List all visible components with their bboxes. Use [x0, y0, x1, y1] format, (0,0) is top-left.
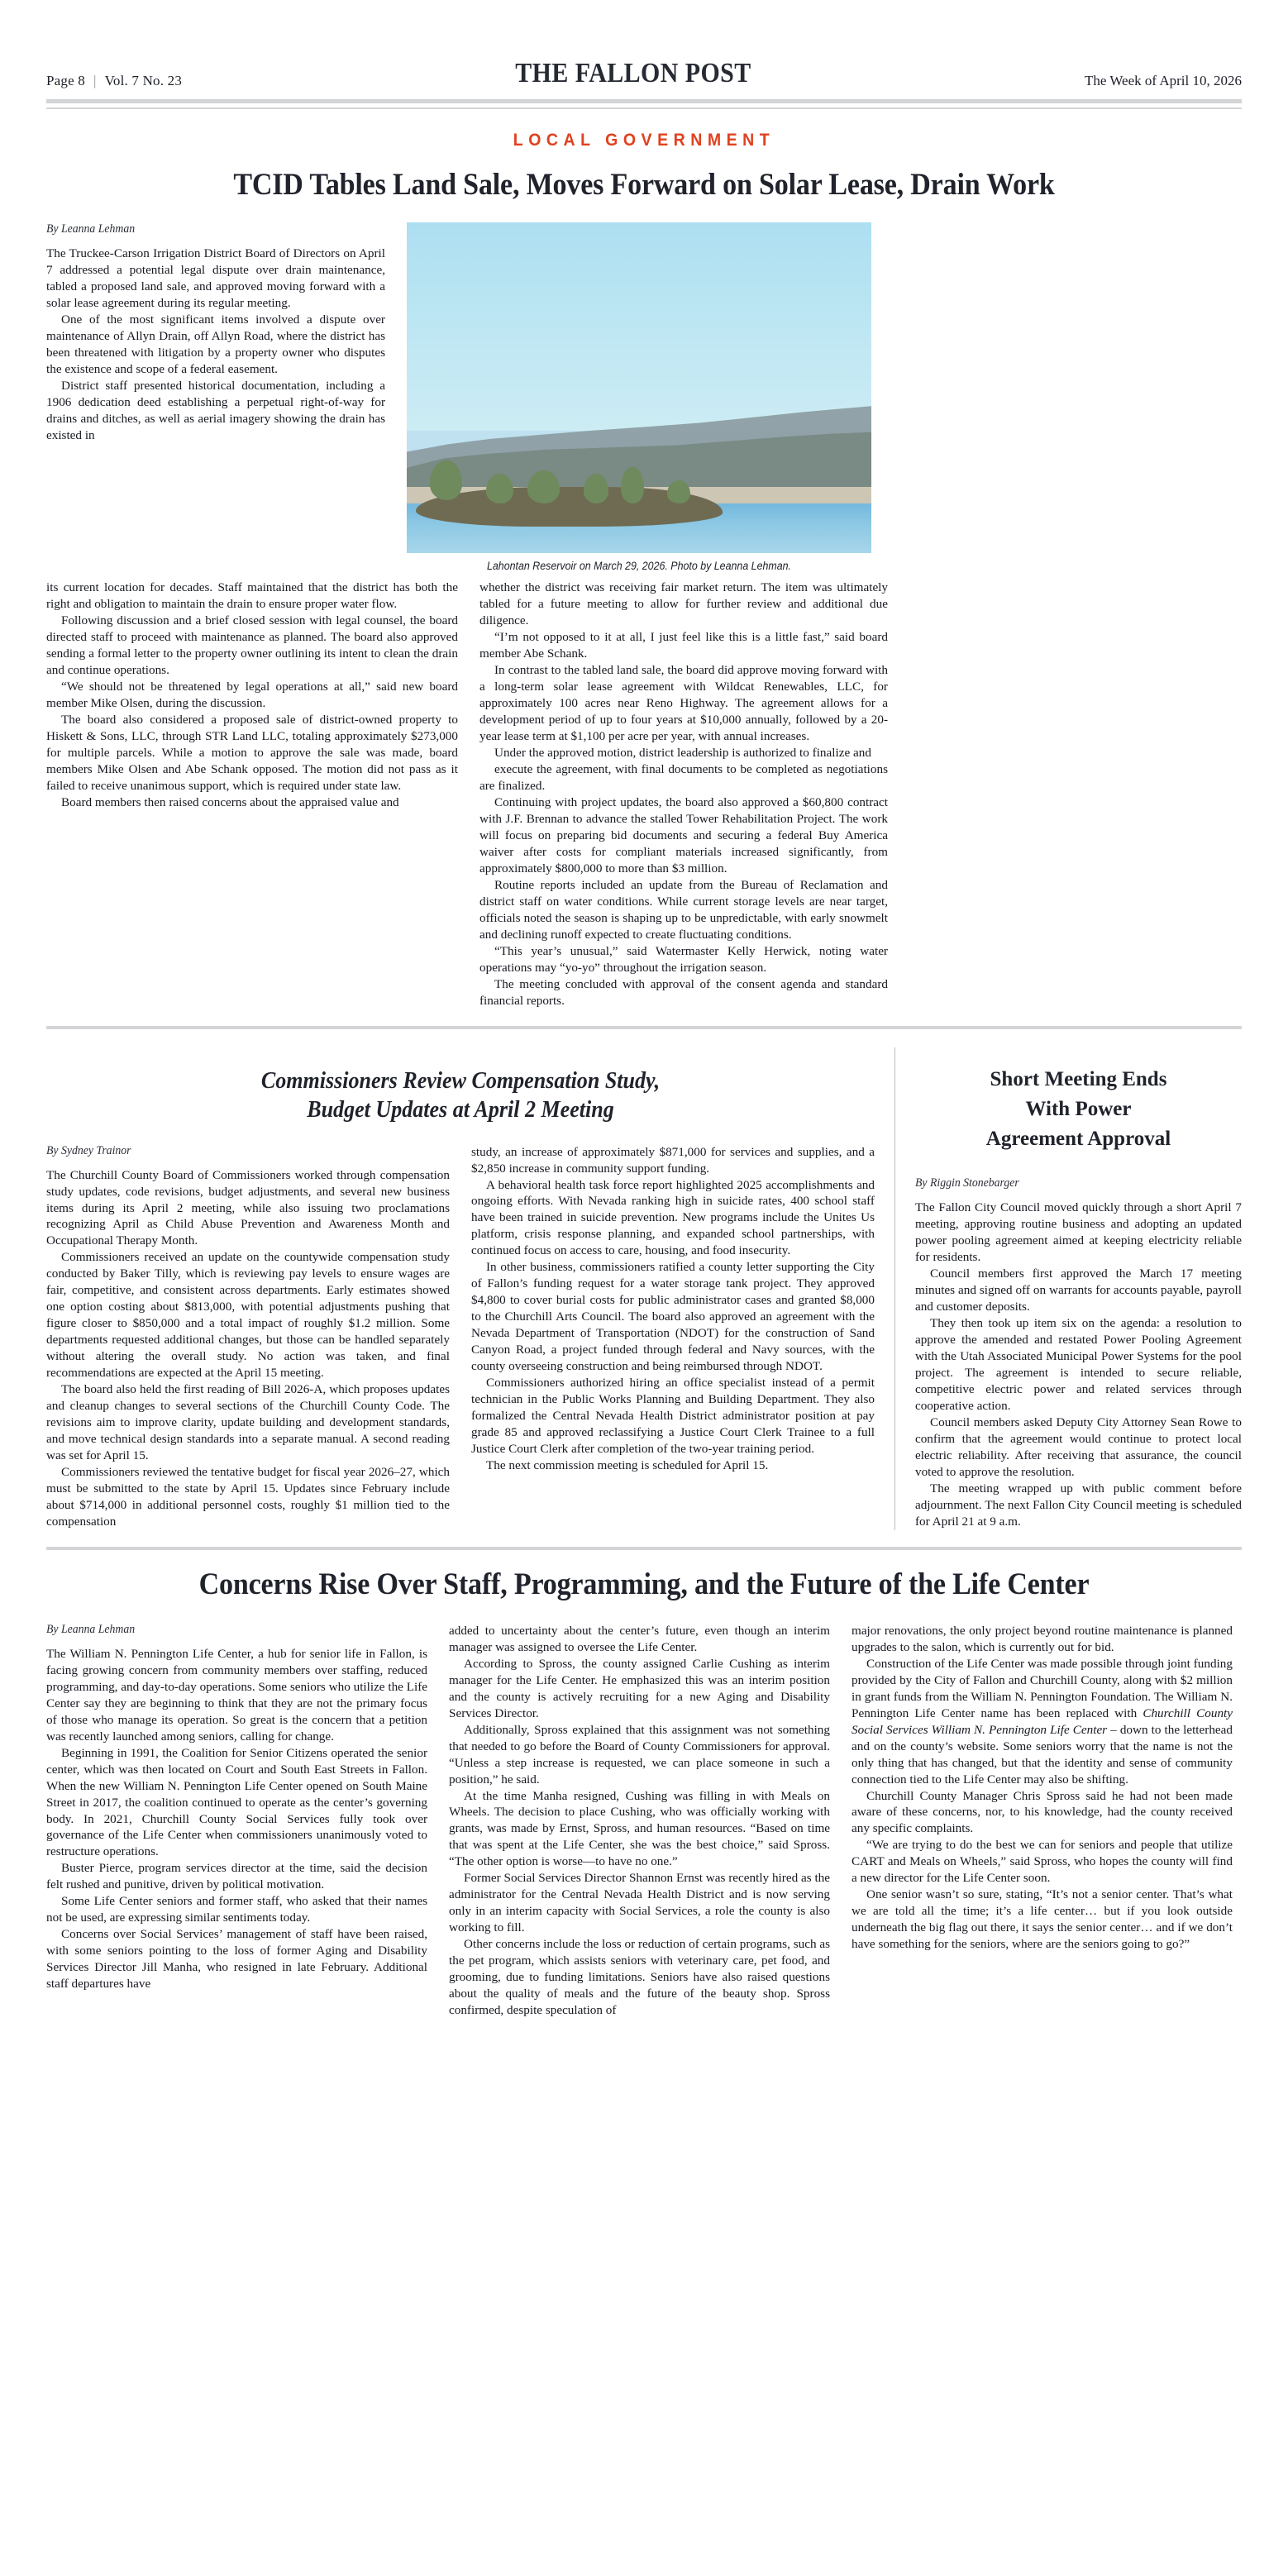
paragraph: added to uncertainty about the center’s future, even though an interim manager was assigned to oversee the Life Center. [449, 1623, 830, 1654]
issue-date: The Week of April 10, 2026 [1084, 73, 1242, 88]
paragraph: The meeting concluded with approval of the consent agenda and standard financial reports. [479, 977, 888, 1009]
photo-tree [430, 460, 462, 500]
masthead-rule-thick [46, 99, 1242, 103]
article-commissioners-column-2 [471, 1144, 875, 1531]
lahontan-reservoir-photo [407, 222, 871, 553]
paragraph: Beginning in 1991, the Coalition for Senior Citizens operated the senior center, which was then located on Court and South East Streets in Fallon. When the new William N. Pennington Life Center opened on South Maine Street in 2017, the coalition continued to operate as the center’s governing body. In 2021, Churchill County Social Services fully took over governance of the Life Center when commissioners unanimously voted to restructure operations. [46, 1745, 427, 1859]
headline-line: With Power [1025, 1098, 1132, 1121]
photo-tree [527, 470, 560, 503]
photo-tree [486, 474, 514, 503]
article-life-center-column-2 [449, 1623, 830, 2020]
paragraph: Other concerns include the loss or reduction of certain programs, such as the pet program, which assists seniors with veterinary care, pet food, and grooming, due to funding limitations. Seniors have also raised questions about the quality of meals and the future of the beauty shop. Spross confirmed, despite speculation of [449, 1937, 830, 2018]
article-commissioners-headline [75, 1066, 846, 1124]
section-kicker: LOCAL GOVERNMENT [513, 131, 775, 150]
masthead-rule-thin [46, 107, 1242, 109]
headline-line: Budget Updates at April 2 Meeting [307, 1097, 614, 1123]
paragraph: They then took up item six on the agenda: a resolution to approve the amended and restated Power Pooling Agreement with the Utah Associated Municipal Power Systems for the pool project. The agreement is intended to secure reliable, competitive electric power and related services through cooperative action. [914, 1316, 1242, 1414]
paragraph: “We should not be threatened by legal operations at all,” said new board member Mike Olsen, during the discussion. [46, 680, 458, 711]
paragraph: At the time Manha resigned, Cushing was filling in with Meals on Wheels. The decision to place Cushing, who was officially working with grants, was made by Ernst, Spross, and human resources. “Based on time that was spent at the Life Center, she was the best choice,” said Spross. “The other option is worse—to have no one.” [449, 1788, 830, 1869]
paragraph: Former Social Services Director Shannon Ernst was recently hired as the administrator for the Central Nevada Health District and is now serving only in an interim capacity with Social Services, a role the county is also working to fill. [449, 1871, 830, 1935]
article-commissioners-byline: By Sydney Trainor [46, 1143, 131, 1157]
paragraph: In contrast to the tabled land sale, the board did approve moving forward with a long-term solar lease agreement with Wildcat Renewables, LLC, for approximately 100 acres near Reno Highway. The agreement allows for a development period of up to four years at $10,000 annually, followed by a 20-year lease term at $1,100 per acre per year, with annual increases. [479, 663, 888, 744]
paragraph: study, an increase of approximately $871,000 for services and supplies, and a $2,850 increase in community support funding. [471, 1144, 875, 1176]
page-number: Page 8 [46, 73, 85, 88]
paragraph: Concerns over Social Services’ management of staff have been raised, with some seniors pointing to the loss of former Aging and Disability Services Director Jill Manha, who resigned in late February. Additional staff departures have [46, 1927, 427, 1992]
article-city-council [915, 1047, 1242, 1530]
paragraph: major renovations, the only project beyond routine maintenance is planned upgrades to the salon, which is currently out for bid. [852, 1623, 1233, 1654]
paragraph: One senior wasn’t so sure, stating, “It’s not a senior center. That’s what we are told all the time; it’s a life center… but if you look outside underneath the big flag out there, it says the senior center… and if we don’t have something for the seniors, where are the seniors going to go?” [852, 1887, 1233, 1952]
photo-tree [584, 474, 609, 503]
article-tcid-column-right [479, 580, 888, 1009]
paragraph: whether the district was receiving fair market return. The item was ultimately tabled for a future meeting to allow for further review and additional due diligence. [479, 580, 888, 628]
paragraph: Routine reports included an update from the Bureau of Reclamation and district staff on water conditions. While current storage levels are near target, officials noted the season is shaping up to be unpredictable, with early snowmelt and declining runoff expected to create fluctuating conditions. [479, 878, 888, 942]
paragraph: One of the most significant items involved a dispute over maintenance of Allyn Drain, off Allyn Road, where the district has been threatened with litigation by a property owner who disputes the existence and scope of a federal easement. [46, 312, 385, 377]
article-life-center-headline: Concerns Rise Over Staff, Programming, and the Future of the Life Center [198, 1567, 1090, 1602]
article-city-council-byline: By Riggin Stonebarger [914, 1176, 1019, 1190]
paragraph: The Churchill County Board of Commissioners worked through compensation study updates, code revisions, budget adjustments, and several new business items during its April 2 meeting, while also issuing two proclamations recognizing April as Child Abuse Prevention and Awareness Month and Occupational Therapy Month. [46, 1167, 450, 1248]
article-commissioners-column-1 [46, 1144, 450, 1531]
paragraph: Commissioners authorized hiring an office specialist instead of a permit technician in the Public Works Planning and Building Department. They also formalized the Central Nevada Health District administrator position at pay grade 85 and approved reclassifying a Justice Court Clerk Trainee to a full Justice Court Clerk after completion of the two-year training period. [471, 1376, 875, 1457]
paragraph: “We are trying to do the best we can for seniors and people that utilize CART and Meals on Wheels,” said Spross, who hopes the county will find a new director for the Life Center soon. [852, 1838, 1233, 1886]
paragraph: Council members asked Deputy City Attorney Sean Rowe to confirm that the agreement would continue to protect local electric reliability. After receiving that assurance, the council voted to approve the resolution. [914, 1415, 1242, 1480]
headline-line: Commissioners Review Compensation Study, [260, 1068, 661, 1095]
article-tcid-column-1 [46, 222, 385, 444]
paragraph: Under the approved motion, district leadership is authorized to finalize and [494, 746, 871, 761]
paragraph: The meeting wrapped up with public comment before adjournment. The next Fallon City Council meeting is scheduled for April 21 at 9 a.m. [914, 1481, 1242, 1529]
paragraph: The next commission meeting is scheduled for April 15. [486, 1458, 769, 1473]
paragraph: its current location for decades. Staff maintained that the district has both the right and obligation to maintain the drain to ensure proper water flow. [46, 580, 458, 612]
article-life-center-byline: By Leanna Lehman [46, 1622, 136, 1636]
article-life-center-column-3 [852, 1623, 1233, 2020]
folio-separator: | [93, 73, 97, 88]
paragraph: In other business, commissioners ratified a county letter supporting the City of Fallon’s funding request for a water storage tank project. They approved $4,800 to cover burial costs for public administrator cases and granted $8,000 to the Churchill Arts Council. The board also approved an agreement with the Nevada Department of Transportation (NDOT) for the construction of Sand Canyon Road, a project funded through federal and Navy sources, with the county overseeing construction and being reimbursed through NDOT. [471, 1260, 875, 1374]
middle-block [46, 1047, 1242, 1530]
paragraph: The board also considered a proposed sale of district-owned property to Hiskett & Sons, LLC, through STR Land LLC, totaling approximately $273,000 for multiple parcels. While a motion to approve the sale was made, board members Mike Olsen and Abe Schank opposed. The motion did not pass as it failed to receive unanimous support, which is required under state law. [46, 713, 458, 794]
paragraph: Following discussion and a brief closed session with legal counsel, the board directed staff to proceed with maintenance as planned. The board also approved sending a formal letter to the property owner outlining its intent to clean the drain and continue operations. [46, 613, 458, 678]
headline-line: Short Meeting Ends [990, 1067, 1167, 1090]
vertical-divider [894, 1047, 895, 1530]
article-life-center [46, 1568, 1242, 2019]
paragraph: The Truckee-Carson Irrigation District Board of Directors on April 7 addressed a potential legal dispute over drain maintenance, tabled a proposed land sale, and approved moving forward with a solar lease agreement during its regular meeting. [46, 246, 385, 311]
article-commissioners [46, 1047, 875, 1530]
photo-sky [407, 222, 871, 431]
article-tcid [46, 169, 1242, 1009]
volume-issue: Vol. 7 No. 23 [104, 73, 183, 88]
article-city-council-headline [915, 1065, 1242, 1155]
photo-tree [667, 480, 690, 503]
paragraph: Commissioners received an update on the countywide compensation study conducted by Baker Tilly, which is reviewing pay levels to ensure wages are fair, competitive, and consistent across departments. Early estimates showed one option costing about $813,000, with potential adjustments pushing that figure closer to $850,000 and a total impact of roughly $1.2 million. Some departments requested additional changes, but those can be handled separately without altering the overall study. No action was taken, and final recommendations are expected at the April 15 meeting. [46, 1250, 450, 1381]
paragraph: A behavioral health task force report highlighted 2025 accomplishments and ongoing efforts. With Nevada ranking high in suicide rates, 400 school staff have been trained in suicide prevention. New programs include the Unites Us platform, crisis response planning, and expanded school partnerships, with continued focus on access to care, housing, and food insecurity. [471, 1177, 875, 1258]
paragraph: The William N. Pennington Life Center, a hub for senior life in Fallon, is facing growing concern from community members over staffing, reduced programming, and day-to-day operations. Some seniors who utilize the Life Center say they are beginning to think that they are not the primary focus of those who manage its operation. So great is the concern that a petition was recently launched among seniors, calling for change. [46, 1646, 427, 1744]
paragraph: Continuing with project updates, the board also approved a $60,800 contract with J.F. Brennan to advance the stalled Tower Rehabilitation Project. The work will focus on preparing bid documents and securing a federal Buy America waiver after costs for compliant materials increased significantly, from approximately $800,000 to more than $3 million. [479, 795, 888, 876]
paragraph: Board members then raised concerns about the appraised value and [61, 795, 399, 810]
folio-left [46, 73, 182, 89]
paragraph: Buster Pierce, program services director at the time, said the decision felt rushed and punitive, driven by political motivation. [46, 1861, 427, 1892]
publication-title: THE FALLON POST [515, 58, 751, 88]
paragraph: The Fallon City Council moved quickly through a short April 7 meeting, approving routine business and adopting an updated power pooling agreement aimed at keeping electricity reliable for residents. [914, 1200, 1242, 1265]
paragraph: Churchill County Manager Chris Spross said he had not been made aware of these concerns, nor, to his knowledge, had the county received any specific complaints. [852, 1788, 1233, 1836]
paragraph: “I’m not opposed to it at all, I just feel like this is a little fast,” said board member Abe Schank. [479, 630, 888, 661]
paragraph: Some Life Center seniors and former staff, who asked that their names not be used, are expressing similar sentiments today. [46, 1894, 427, 1925]
section-divider-2 [46, 1547, 1242, 1550]
paragraph: Additionally, Spross explained that this assignment was not something that needed to go before the Board of County Commissioners for approval. “Unless a step increase is requested, we can place someone in such a position,” he said. [449, 1722, 830, 1787]
masthead [46, 58, 1242, 96]
photo-tree [621, 467, 644, 503]
paragraph: District staff presented historical documentation, including a 1906 dedication deed establishing a perpetual right-of-way for drains and ditches, as well as aerial imagery showing the drain has existed in [46, 379, 385, 443]
paragraph: “This year’s unusual,” said Watermaster Kelly Herwick, noting water operations may “yo-yo” throughout the irrigation season. [479, 944, 888, 976]
article-tcid-headline: TCID Tables Land Sale, Moves Forward on Solar Lease, Drain Work [233, 168, 1055, 202]
article-tcid-photo-block [407, 222, 871, 572]
paragraph: The board also held the first reading of Bill 2026-A, which proposes updates and cleanup changes to several sections of the Churchill County Code. The revisions aim to improve clarity, update building and development standards, and move technical design standards into a separate manual. A second reading was set for April 15. [46, 1382, 450, 1463]
photo-caption: Lahontan Reservoir on March 29, 2026. Photo by Leanna Lehman. [486, 560, 792, 573]
article-tcid-column-left-bottom [46, 580, 458, 1009]
paragraph: Construction of the Life Center was made possible through joint funding provided by the City of Fallon and Churchill County, along with $2 million in grant funds from the William N. Pennington Foundation. The William N. Pennington Life Center name has been replaced with Churchill County Social Services William N. Pennington Life Center – down to the letterhead and on the county’s website. Some seniors worry that the name is not the only thing that has changed, but that the identity and sense of community connection tied to the Life Center may also be shifting. [852, 1656, 1233, 1787]
section-divider-1 [46, 1026, 1242, 1029]
paragraph: According to Spross, the county assigned Carlie Cushing as interim manager for the Life Center. He emphasized this was an interim position and the county is actively recruiting for a new Aging and Disability Services Director. [449, 1656, 830, 1720]
paragraph: Council members first approved the March 17 meeting minutes and signed off on warrants for accounts payable, payroll and customer deposits. [914, 1267, 1242, 1314]
headline-line: Agreement Approval [985, 1128, 1171, 1151]
paragraph: Commissioners reviewed the tentative budget for fiscal year 2026–27, which must be submitted to the state by April 15. Updates since February include about $714,000 in additional personnel costs, roughly $1 million tied to the compensation [46, 1465, 450, 1529]
article-tcid-byline: By Leanna Lehman [46, 222, 136, 236]
paragraph: execute the agreement, with final documents to be completed as negotiations are finalized. [479, 762, 888, 794]
article-life-center-column-1 [46, 1623, 427, 2020]
